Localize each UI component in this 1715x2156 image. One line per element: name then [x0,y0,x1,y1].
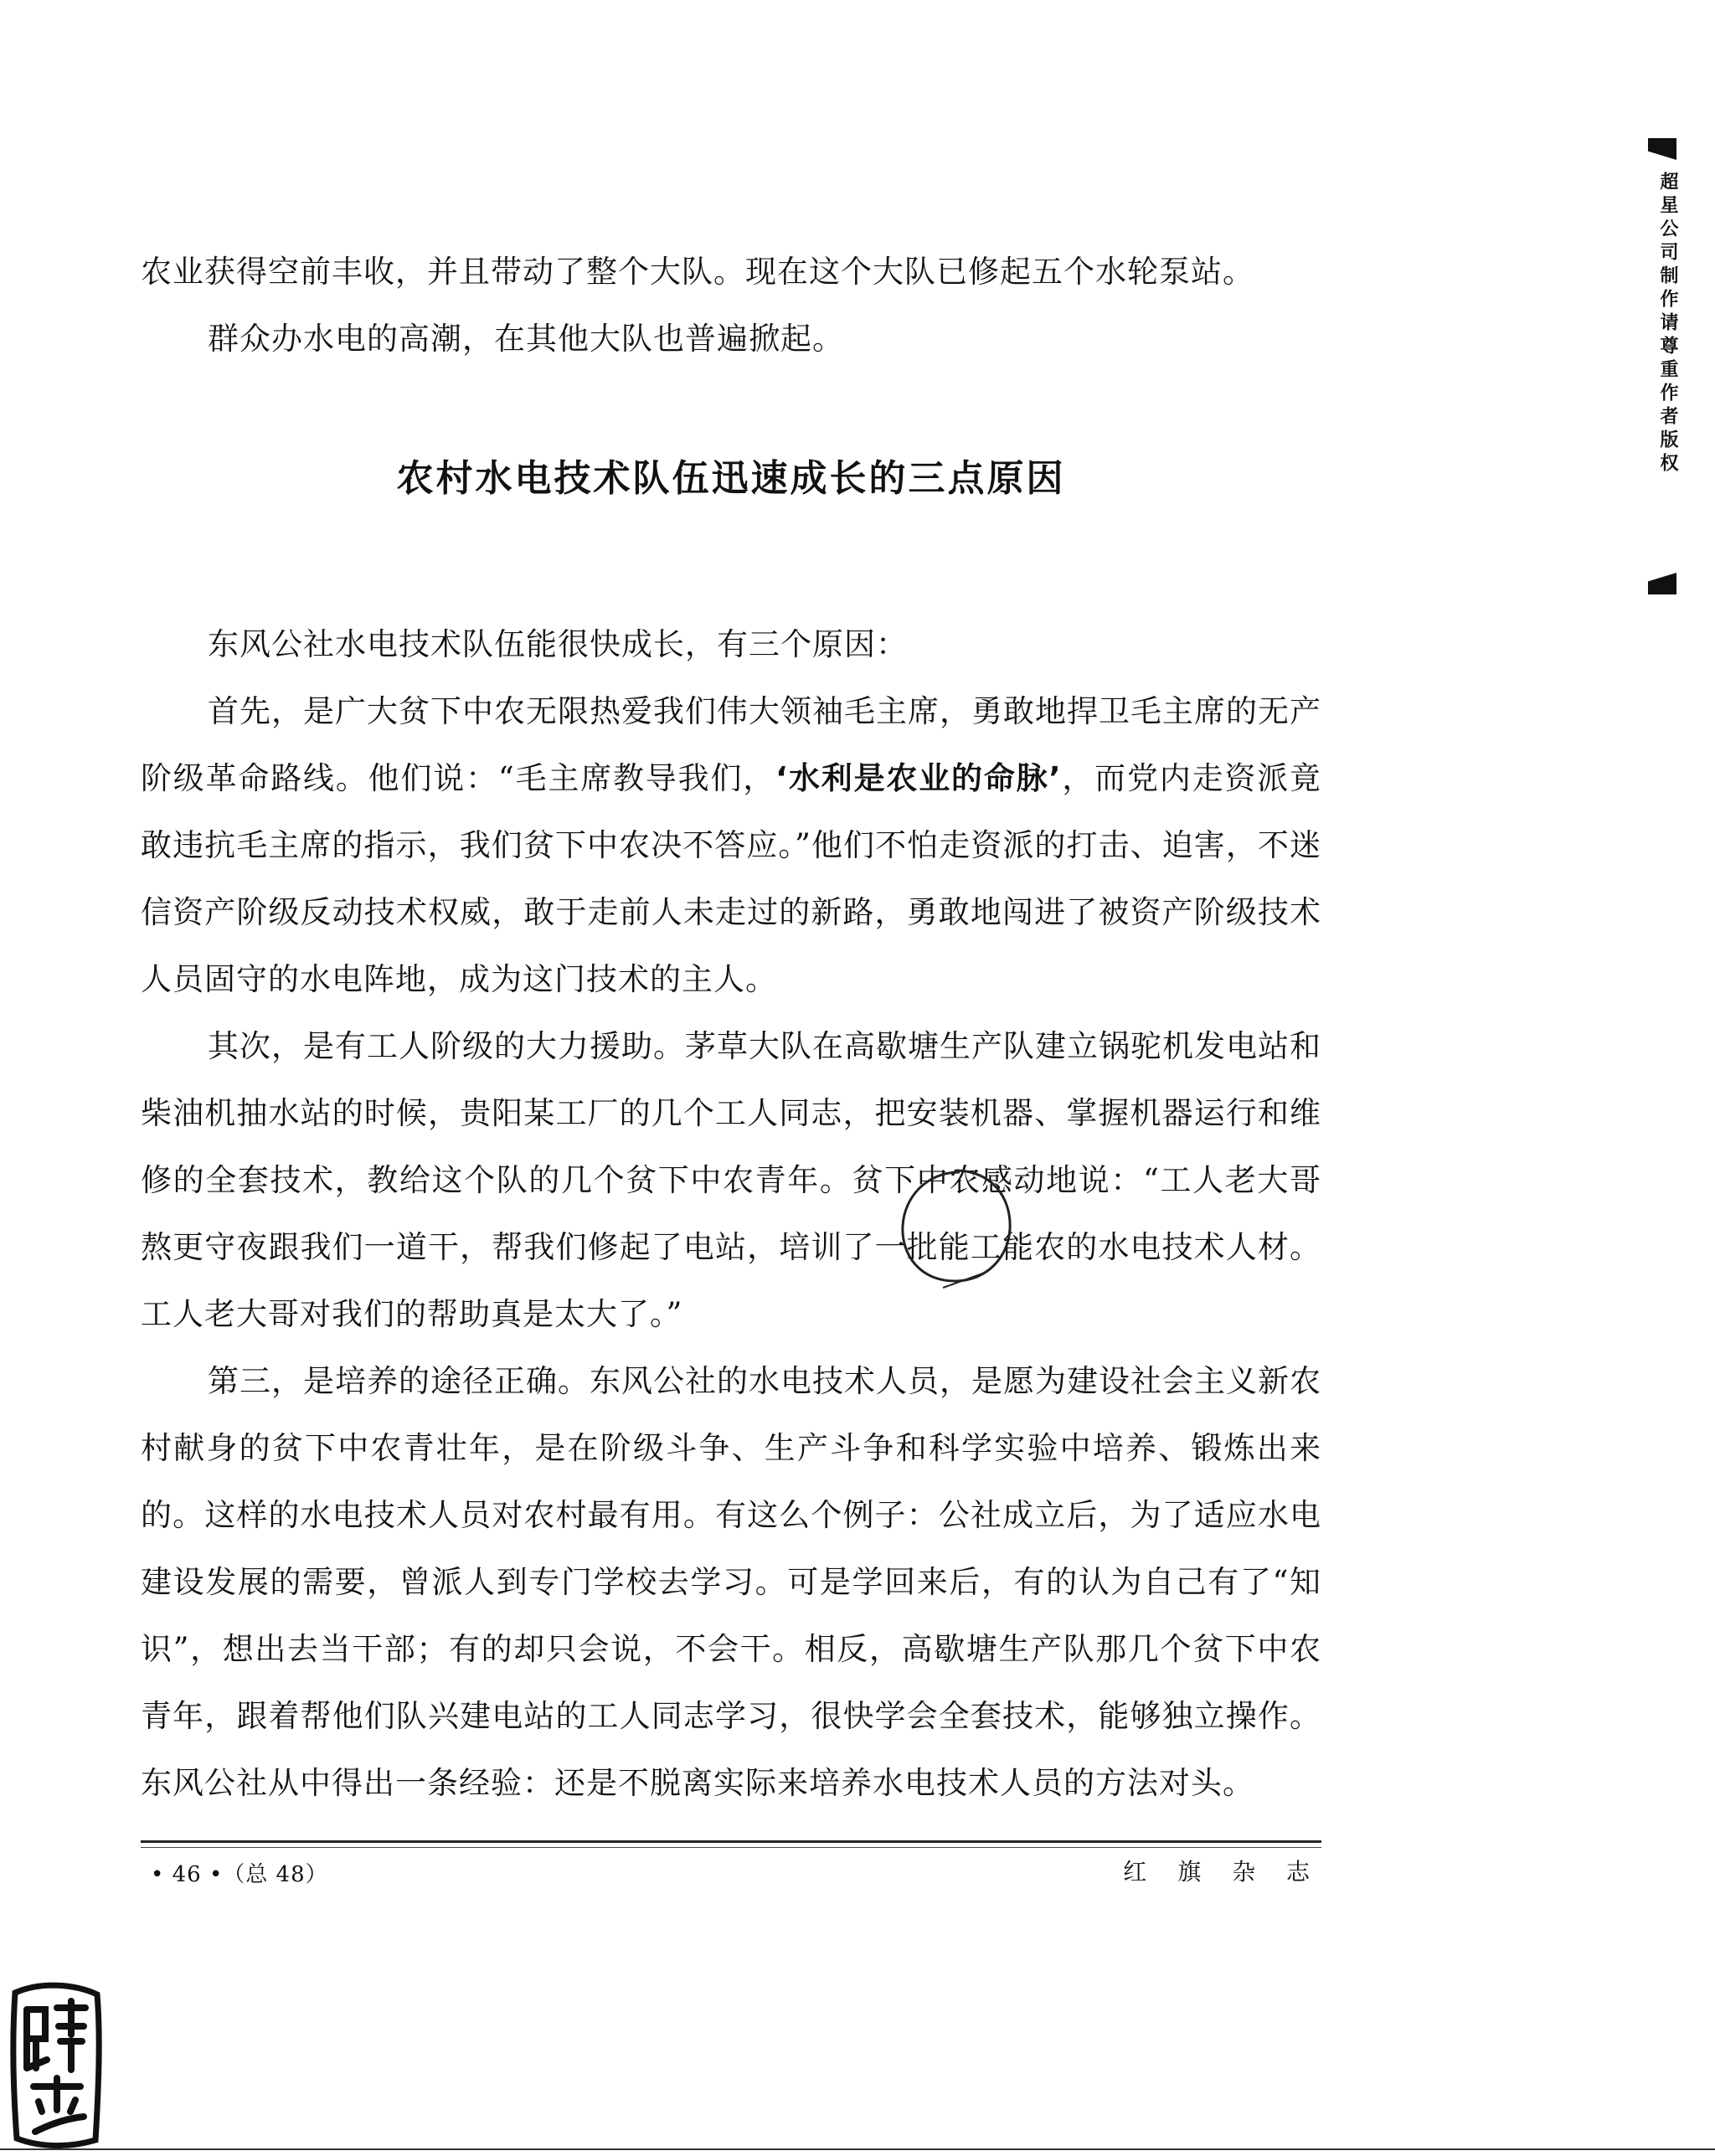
body-paragraph-2-part-b: ，而党内走资派竟敢违抗毛主席的指示，我们贫下中农决不答应。”他们不怕走资派的打击、迫害，不迷信资产阶级反动技术权威，敢于走前人未走过的新路，勇敢地闯进了被资产阶级技术人员固守的水电阵地，成为这门技术的主人。 [141,760,1321,997]
side-watermark-text: 超星公司制作请尊重作者版权 [1657,172,1678,476]
footer-rule-thin [141,1847,1321,1848]
side-watermark-strip [1646,138,1697,594]
intro-paragraph-1: 农业获得空前丰收，并且带动了整个大队。现在这个大队已修起五个水轮泵站。 [141,254,1254,290]
handwritten-circle-mark [893,1164,1018,1289]
section-title: 农村水电技术队伍迅速成长的三点原因 [396,457,1066,500]
footer-rule-thick [141,1840,1321,1843]
journal-name: 红 旗 杂 志 [1123,1858,1321,1886]
body-paragraph-2-part-a: 首先，是广大贫下中农无限热爱我们伟大领袖毛主席，勇敢地捍卫毛主席的无产阶级革命路线。他们说：“毛主席教导我们， [141,693,1321,796]
body-paragraph-4: 第三，是培养的途径正确。东风公社的水电技术人员，是愿为建设社会主义新农村献身的贫下中农青壮年，是在阶级斗争、生产斗争和科学实验中培养、锻炼出来的。这样的水电技术人员对农村最有用。有这么个例子：公社成立后，为了适应水电建设发展的需要，曾派人到专门学校去学习。可是学回来后，有的认为自己有了“知识”，想出去当干部；有的却只会说，不会干。相反，高歇塘生产队那几个贫下中农青年，跟着帮他们队兴建电站的工人同志学习，很快学会全套技术，能够独立操作。东风公社从中得出一条经验：还是不脱离实际来培养水电技术人员的方法对头。 [141,1363,1321,1801]
strip-top-bar [1648,138,1676,160]
strip-bottom-bar [1648,573,1676,594]
bottom-scan-edge [0,2148,1715,2150]
body-paragraph-1: 东风公社水电技术队伍能很快成长，有三个原因： [208,626,908,662]
seal-stamp [8,1976,105,2152]
article-body [141,611,1321,1817]
page-number: • 46 •（总 48） [151,1862,328,1887]
body-paragraph-3: 其次，是有工人阶级的大力援助。茅草大队在高歇塘生产队建立锅驼机发电站和柴油机抽水站的时候，贵阳某工厂的几个工人同志，把安装机器、掌握机器运行和维修的全套技术，教给这个队的几个贫下中农青年。贫下中农感动地说：“工人老大哥熬更守夜跟我们一道干，帮我们修起了电站，培训了一批能工能农的水电技术人材。工人老大哥对我们的帮助真是太大了。” [141,1028,1321,1332]
quote-emphasis: ‘水利是农业的命脉’ [775,760,1062,796]
body-paragraph-2 [141,678,1321,1013]
intro-paragraph-2: 群众办水电的高潮，在其他大队也普遍掀起。 [208,321,844,357]
intro-block [141,239,1321,373]
